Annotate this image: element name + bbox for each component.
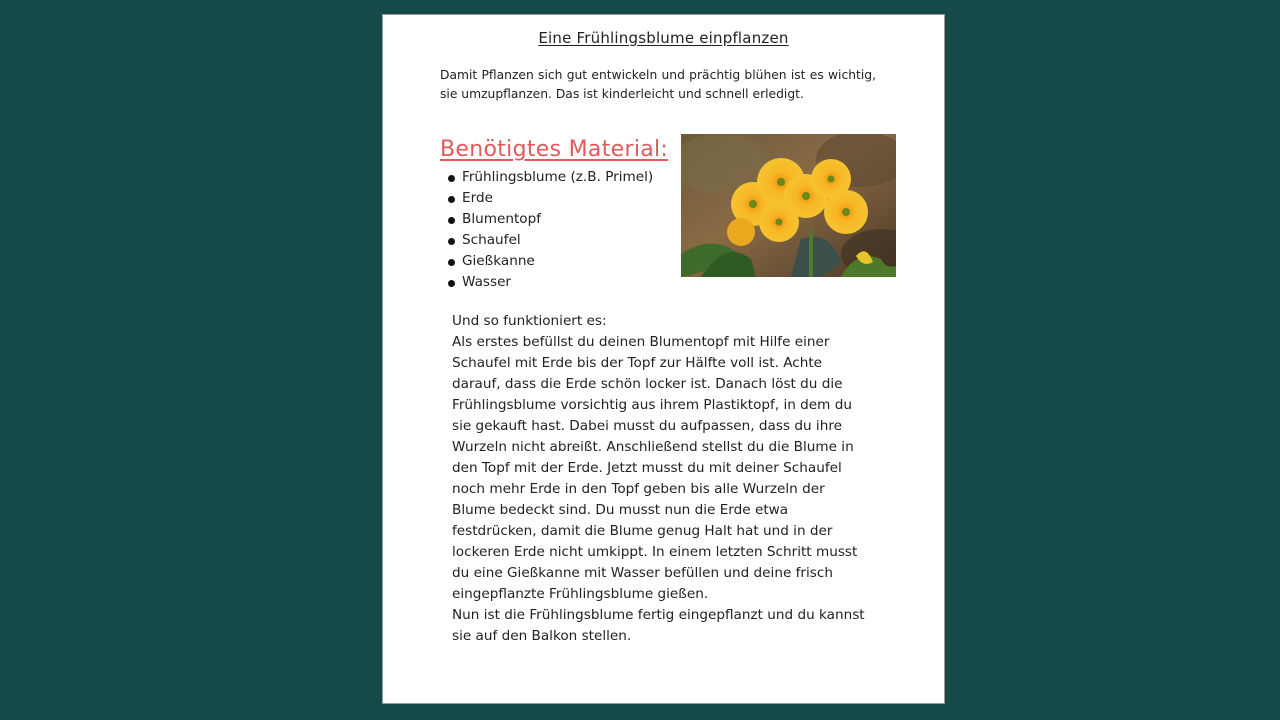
instructions-heading: Und so funktioniert es: xyxy=(452,313,607,329)
material-item: Schaufel xyxy=(445,230,653,251)
page-title: Eine Frühlingsblume einpflanzen xyxy=(538,29,789,47)
instructions-body: Als erstes befüllst du deinen Blumentopf mit Hilfe einer Schaufel mit Erde bis der Topf zur Hälfte voll ist. Achte darauf, dass die Erde schön locker ist. Danach löst du die Frühlingsblume vorsichtig aus ihrem Plastiktopf, in dem du sie gekauft hast. Dabei musst du aufpassen, dass du ihre Wurzeln nicht abreißt. Anschließend stellst du die Blume in den Topf mit der Erde. Jetzt musst du mit deiner Schaufel noch mehr Erde in den Topf geben bis alle Wurzeln der Blume bedeckt sind. Du musst nun die Erde etwa festdrücken, damit die Blume genug Halt hat und in der lockeren Erde nicht umkippt. In einem letzten Schritt musst du eine Gießkanne mit Wasser befüllen und deine frisch eingepflanzte Frühlingsblume gießen. xyxy=(452,334,858,602)
material-item: Gießkanne xyxy=(445,251,653,272)
worksheet-page xyxy=(382,14,945,704)
instructions-block xyxy=(452,311,872,647)
primrose-photo xyxy=(681,134,896,277)
material-list xyxy=(445,167,653,293)
material-item: Erde xyxy=(445,188,653,209)
material-item: Wasser xyxy=(445,272,653,293)
material-item: Frühlingsblume (z.B. Primel) xyxy=(445,167,653,188)
material-item: Blumentopf xyxy=(445,209,653,230)
instructions-closing: Nun ist die Frühlingsblume fertig eingepflanzt und du kannst sie auf den Balkon stellen. xyxy=(452,607,865,644)
material-heading: Benötigtes Material: xyxy=(440,137,669,162)
intro-paragraph: Damit Pflanzen sich gut entwickeln und prächtig blühen ist es wichtig, sie umzupflanzen. Das ist kinderleicht und schnell erledigt. xyxy=(440,68,876,101)
